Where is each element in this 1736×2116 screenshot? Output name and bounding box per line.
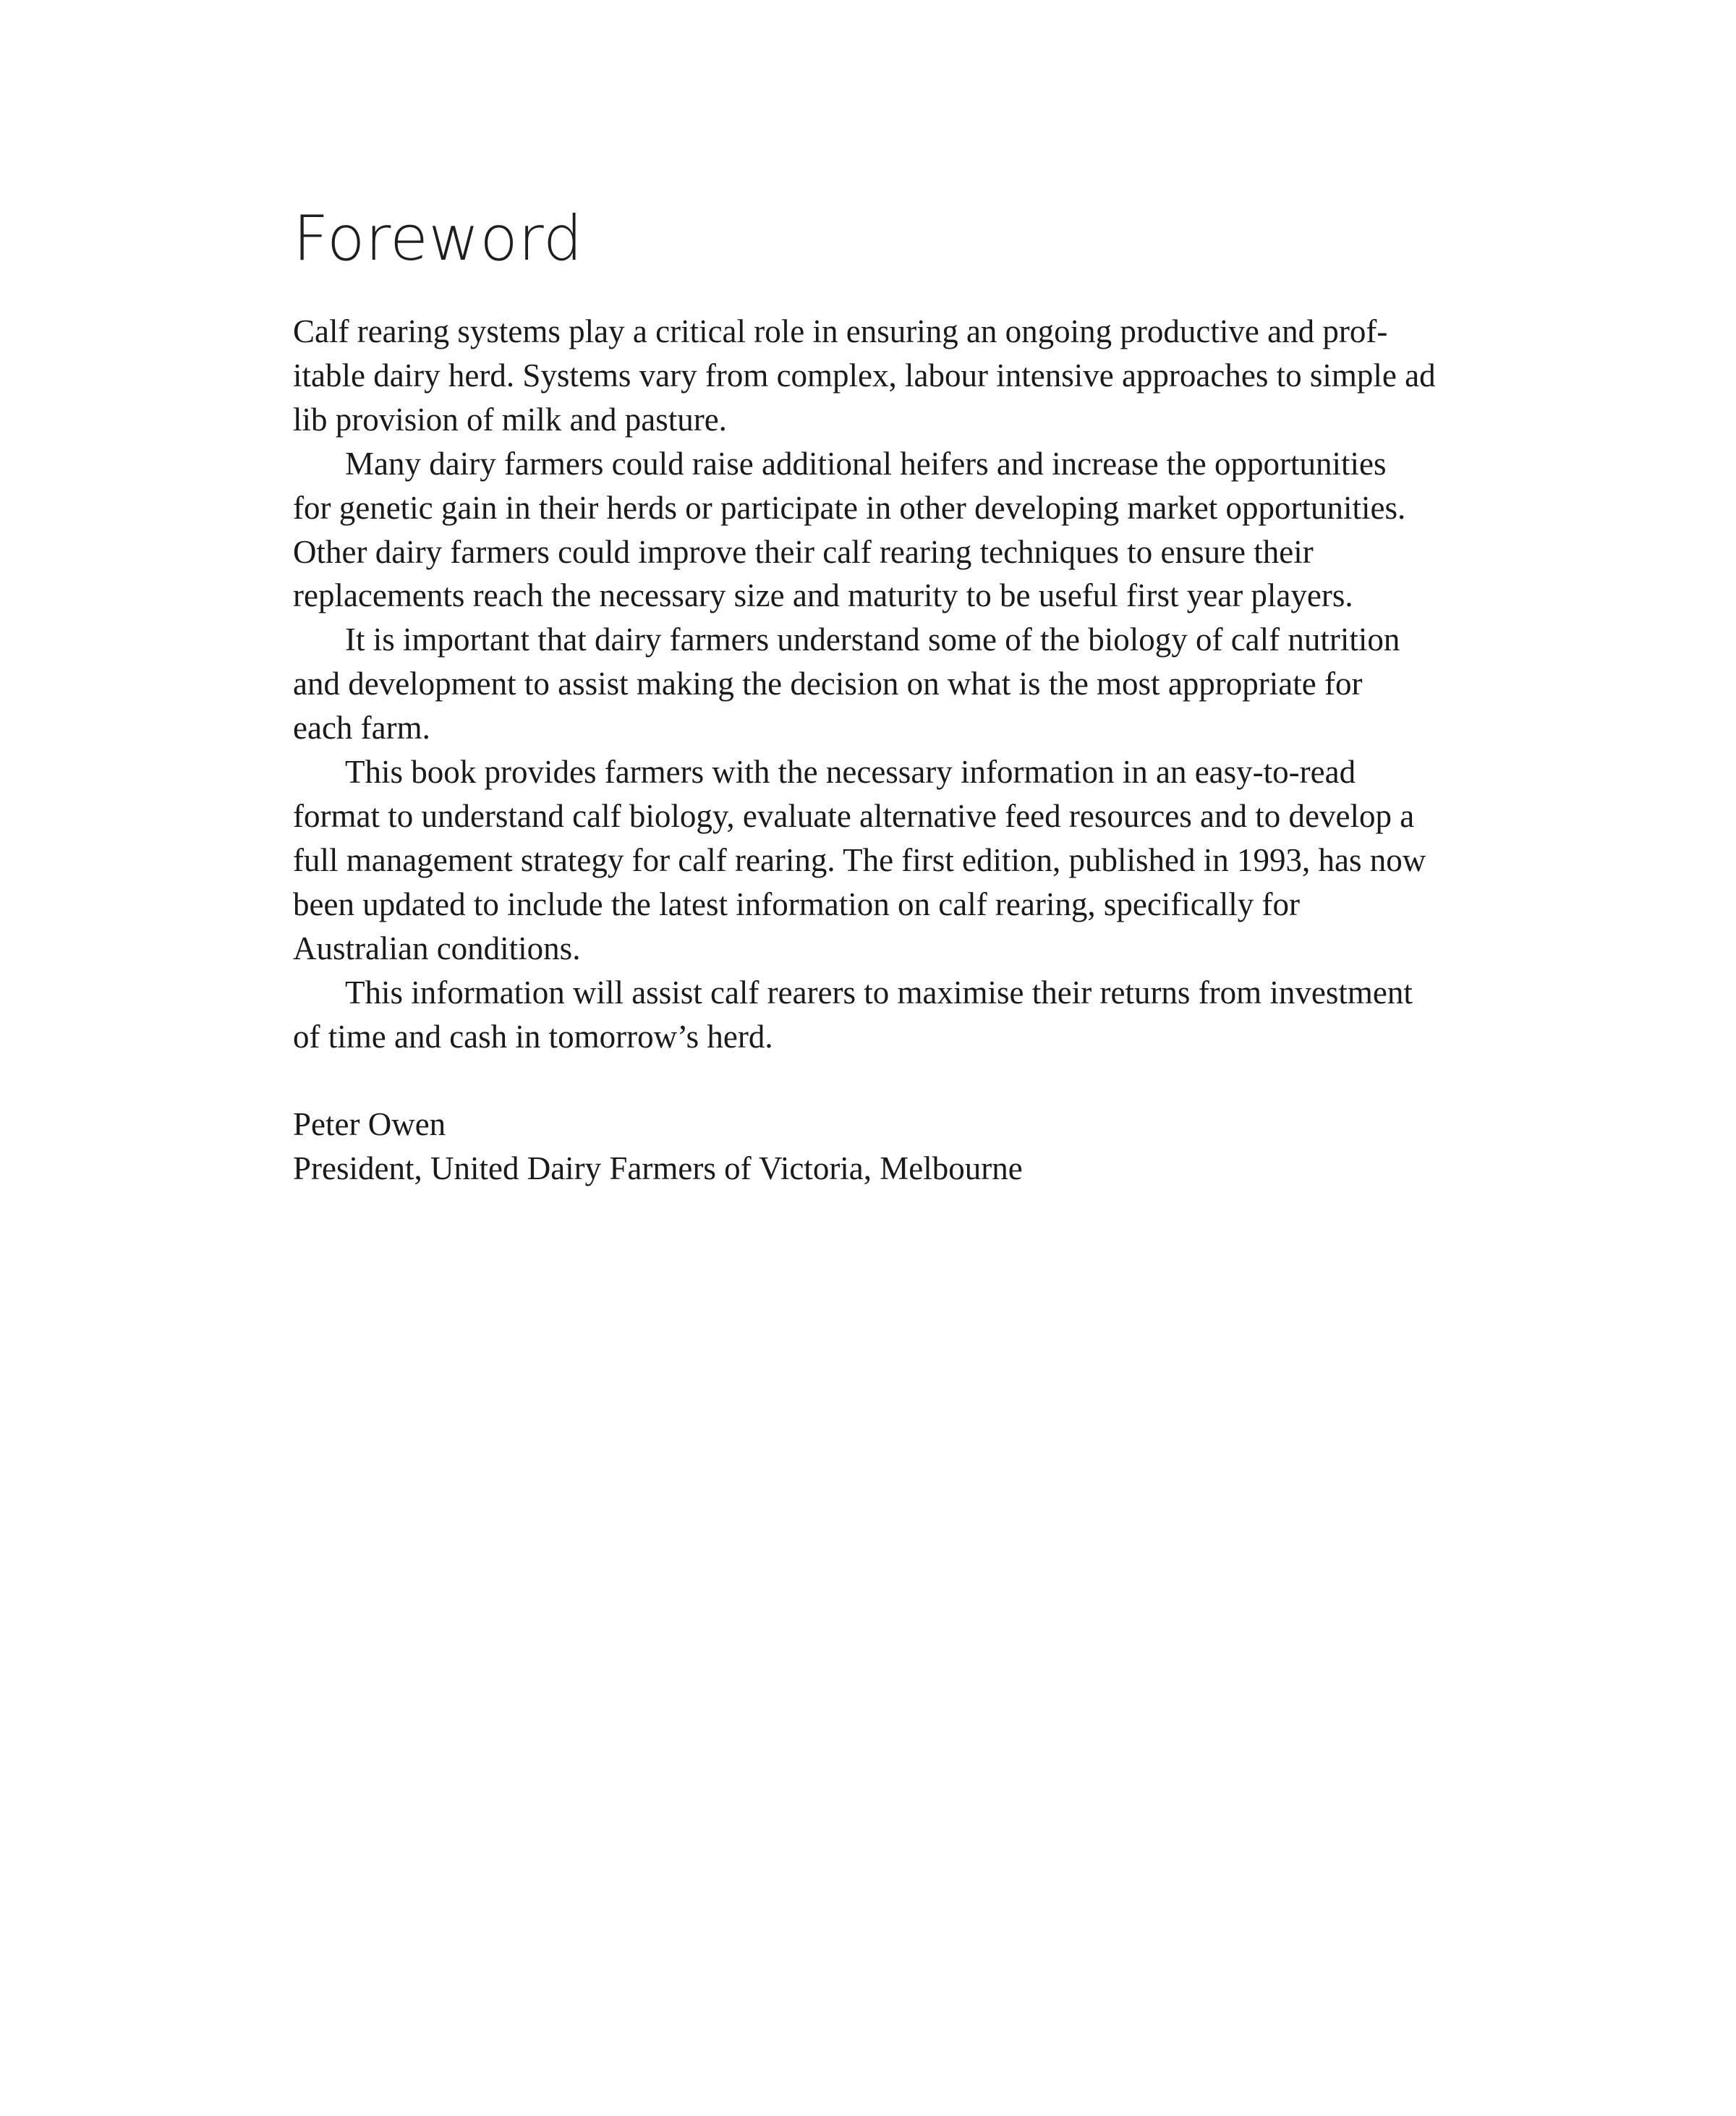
- text-line: It is important that dairy farmers understand some of the biology of calf nutrition: [345, 621, 1400, 658]
- text-line: been updated to include the latest information on calf rearing, specifically for: [293, 885, 1300, 922]
- text-line: Other dairy farmers could improve their calf rearing techniques to ensure their: [293, 533, 1314, 570]
- signatory-title: President, United Dairy Farmers of Victoria, Melbourne: [293, 1150, 1023, 1187]
- text-line: replacements reach the necessary size and maturity to be useful first year players.: [293, 577, 1353, 614]
- signatory-name: Peter Owen: [293, 1106, 446, 1143]
- text-line: This book provides farmers with the necessary information in an easy-to-read: [345, 754, 1356, 791]
- text-line: each farm.: [293, 710, 430, 747]
- paragraph-1: [293, 310, 1454, 442]
- text-line: for genetic gain in their herds or participate in other developing market opportunities.: [293, 489, 1406, 526]
- text-line: Many dairy farmers could raise additional heifers and increase the opportunities: [345, 445, 1387, 482]
- signature-block: [293, 1102, 1454, 1191]
- paragraph-3: [293, 618, 1454, 750]
- foreword-content: [293, 199, 1454, 1191]
- paragraph-4: [293, 750, 1454, 971]
- text-line: Calf rearing systems play a critical role in ensuring an ongoing productive and prof-: [293, 313, 1388, 349]
- text-line: This information will assist calf rearers to maximise their returns from investment: [345, 974, 1413, 1011]
- text-line: format to understand calf biology, evaluate alternative feed resources and to develop a: [293, 797, 1415, 834]
- page-title: Foreword: [293, 203, 583, 275]
- paragraph-2: [293, 442, 1454, 619]
- text-line: of time and cash in tomorrow’s herd.: [293, 1018, 773, 1055]
- foreword-body: [293, 310, 1454, 1058]
- paragraph-5: [293, 971, 1454, 1059]
- text-line: itable dairy herd. Systems vary from complex, labour intensive approaches to simple ad: [293, 357, 1436, 394]
- text-line: Australian conditions.: [293, 930, 581, 966]
- text-line: and development to assist making the decision on what is the most appropriate for: [293, 666, 1363, 702]
- text-line: lib provision of milk and pasture.: [293, 401, 727, 438]
- text-line: full management strategy for calf rearing. The first edition, published in 1993, has now: [293, 841, 1426, 878]
